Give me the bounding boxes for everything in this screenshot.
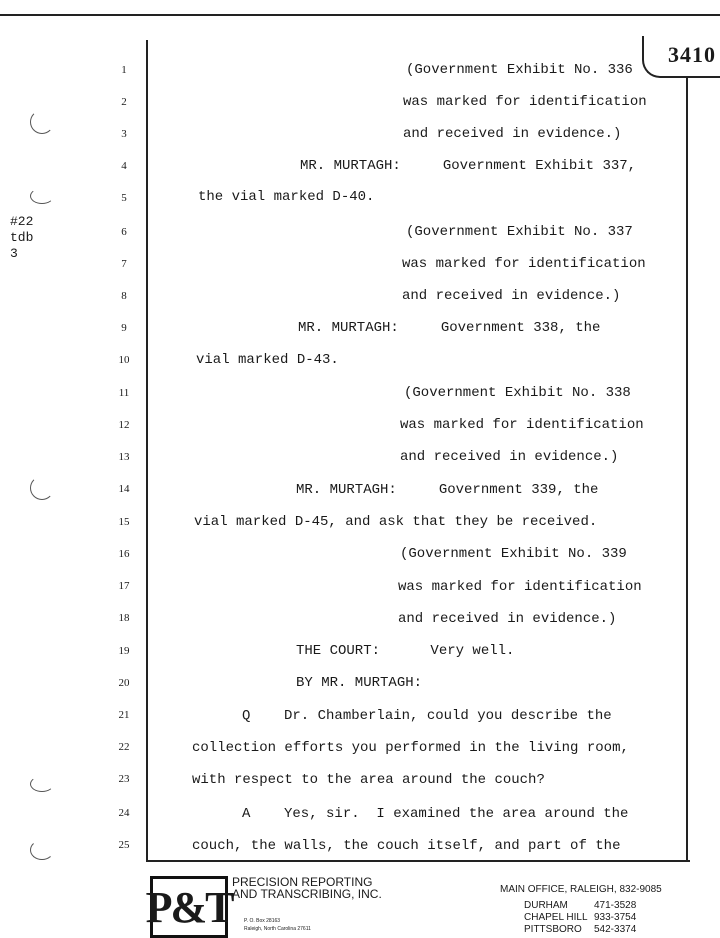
transcript-line: THE COURT: Very well. [296,643,515,659]
line-number: 4 [121,160,127,172]
office-city: DURHAM [524,900,568,911]
office-city: CHAPEL HILL [524,912,588,923]
line-number: 18 [118,612,130,624]
company-line-1: PRECISION REPORTING [232,875,373,889]
transcript-line: the vial marked D-40. [198,189,375,205]
line-number: 19 [118,645,130,657]
transcript-line: MR. MURTAGH: Government 339, the [296,482,599,498]
office-city: PITTSBORO [524,924,582,935]
transcript-line: (Government Exhibit No. 339 [400,546,627,562]
punch-mark [30,840,54,860]
line-number: 13 [118,451,130,463]
line-number: 17 [118,580,130,592]
line-number: 14 [118,483,130,495]
transcript-line: vial marked D-45, and ask that they be received. [194,514,598,530]
punch-mark [30,776,54,792]
line-number: 9 [121,322,127,334]
transcript-line: and received in evidence.) [398,611,617,627]
line-number: 7 [121,258,127,270]
transcript-line: was marked for identification [403,94,647,110]
line-number: 10 [118,354,130,366]
transcript-line: A Yes, sir. I examined the area around the [242,806,629,822]
line-number: 2 [121,96,127,108]
line-number: 12 [118,419,130,431]
transcript-line: was marked for identification [402,256,646,272]
transcript-line: Q Dr. Chamberlain, could you describe the [242,708,612,724]
transcript-line: and received in evidence.) [400,449,619,465]
line-number: 23 [118,773,130,785]
company-logo: P&T [150,876,228,938]
transcript-line: and received in evidence.) [403,126,622,142]
transcript-line: was marked for identification [400,417,644,433]
po-box: P. O. Box 28163 [244,918,281,924]
transcript-line: MR. MURTAGH: Government 338, the [298,320,601,336]
line-number: 8 [121,290,127,302]
transcript-line: and received in evidence.) [402,288,621,304]
line-number: 22 [118,741,130,753]
punch-mark [30,110,54,134]
company-line-2: AND TRANSCRIBING, INC. [232,887,382,901]
transcript-line: BY MR. MURTAGH: [296,675,423,691]
office-phone: 471-3528 [594,900,637,911]
transcript-line: with respect to the area around the couch? [192,772,545,788]
line-number: 15 [118,516,130,528]
transcript-line: (Government Exhibit No. 338 [404,385,631,401]
transcript-line: was marked for identification [398,579,642,595]
page-number: 3410 [668,42,716,67]
main-office: MAIN OFFICE, RALEIGH, 832-9085 [500,884,662,895]
line-number: 16 [118,548,130,560]
line-number: 5 [121,192,127,204]
transcript-line: couch, the walls, the couch itself, and part of the [192,838,621,854]
reporter-footer [0,872,720,936]
line-number: 24 [118,807,130,819]
line-number: 6 [121,226,127,238]
top-rule [0,14,720,16]
city-zip: Raleigh, North Carolina 27611 [244,926,311,932]
line-number: 20 [118,677,130,689]
margin-note: 3 [10,246,18,261]
margin-note: #22 [10,214,34,229]
punch-mark [30,476,54,500]
line-number: 21 [118,709,130,721]
punch-mark [30,188,54,204]
line-number: 11 [118,387,130,399]
margin-note: tdb [10,230,34,245]
transcript-line: collection efforts you performed in the living room, [192,740,629,756]
office-phone: 933-3754 [594,912,637,923]
line-number: 3 [121,128,127,140]
transcript-line: (Government Exhibit No. 336 [406,62,633,78]
line-number: 1 [121,64,127,76]
office-phone: 542-3374 [594,924,637,935]
transcript-line: MR. MURTAGH: Government Exhibit 337, [300,158,637,174]
transcript-line: (Government Exhibit No. 337 [406,224,633,240]
line-number: 25 [118,839,130,851]
transcript-frame-right [686,70,688,862]
company-name [232,876,382,900]
transcript-line: vial marked D-43. [196,352,339,368]
